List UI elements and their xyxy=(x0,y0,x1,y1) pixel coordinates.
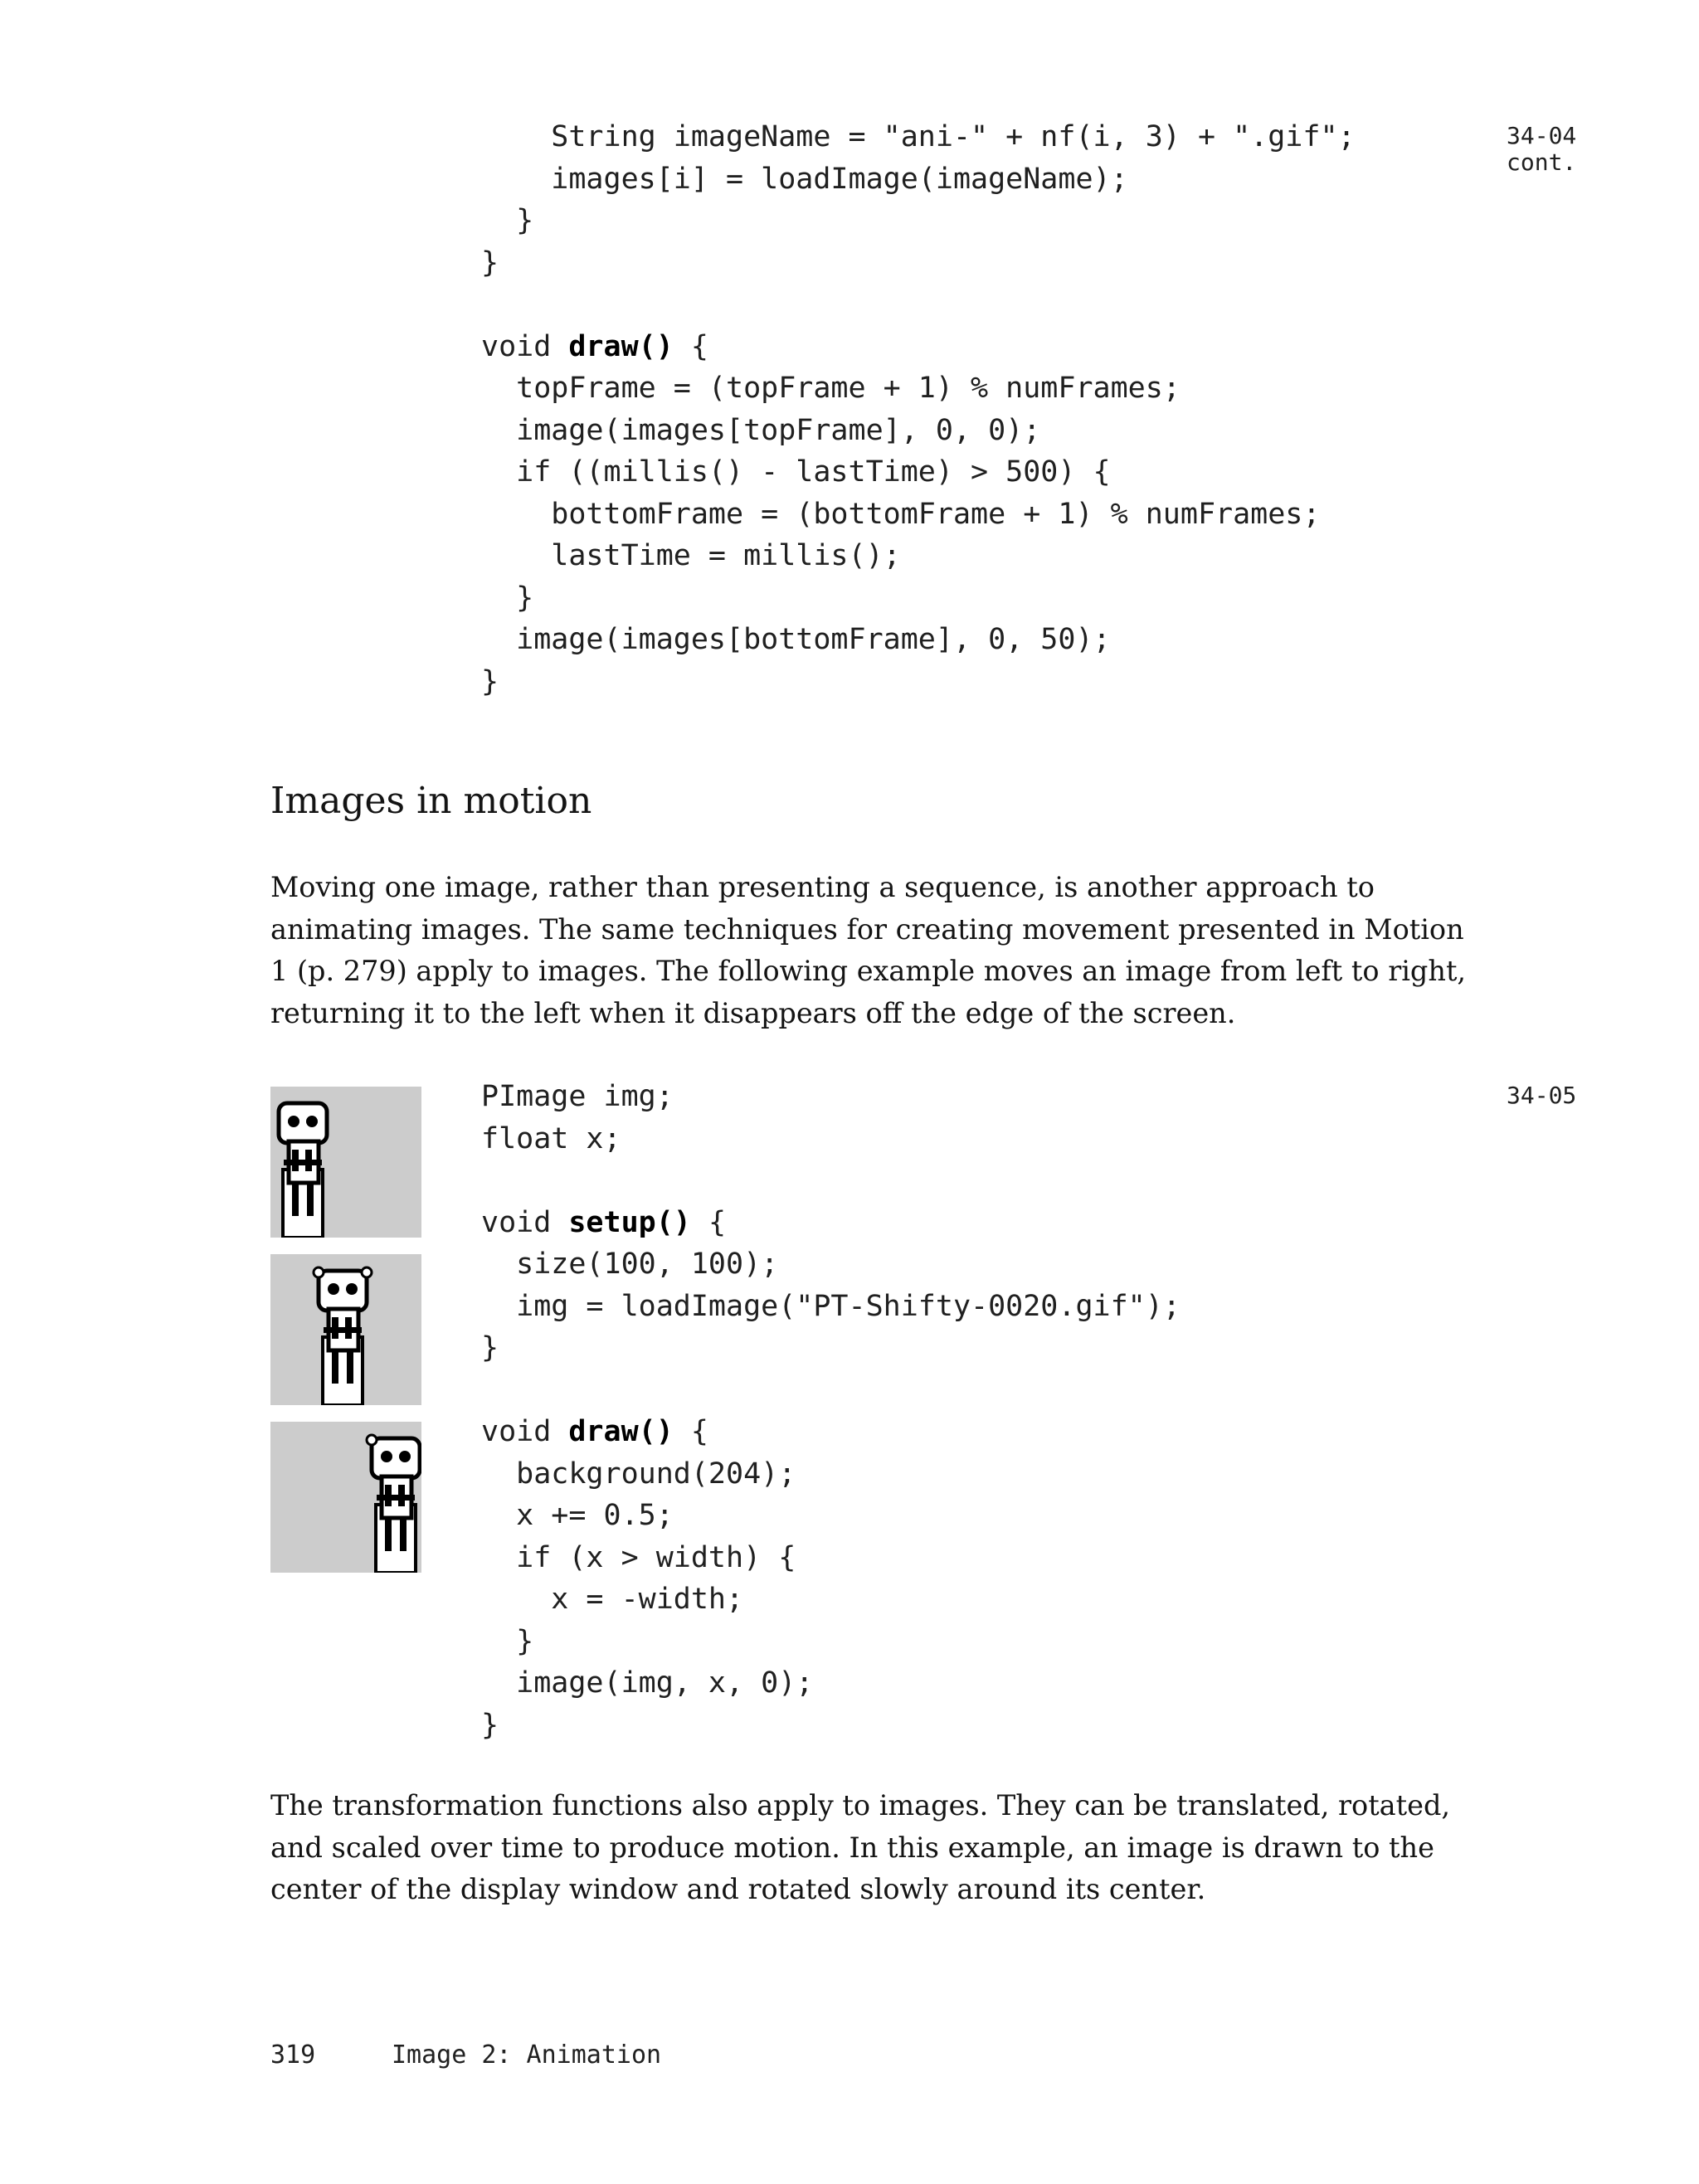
example-image-frame-2 xyxy=(270,1254,421,1405)
example-image-frame-3 xyxy=(270,1422,421,1573)
code-line: image(images[topFrame], 0, 0); xyxy=(481,413,1041,447)
code-line: x = -width; xyxy=(481,1583,744,1616)
code-line: image(img, x, 0); xyxy=(481,1666,814,1700)
code-listing-34-04 xyxy=(481,116,1356,703)
listing-number-34-04 xyxy=(1507,123,1576,176)
code-line: float x; xyxy=(481,1121,621,1155)
code-line: background(204); xyxy=(481,1457,796,1491)
example-image-frame-1 xyxy=(270,1087,421,1238)
code-line: images[i] = loadImage(imageName); xyxy=(481,162,1128,196)
closing-paragraph: The transformation functions also apply to images. They can be translated, rotated, and scaled over time to produce motion. In this example, an image is drawn to the center of the display window and rotated slowly around its center. xyxy=(270,1789,1451,1905)
code-line: x += 0.5; xyxy=(481,1499,674,1532)
listing-number: 34-04 xyxy=(1507,122,1577,149)
code-line: } xyxy=(481,1624,534,1658)
listing-number-34-05 xyxy=(1507,1082,1576,1109)
code-line: } xyxy=(481,581,534,615)
code-line: img = loadImage("PT-Shifty-0020.gif"); xyxy=(481,1289,1181,1323)
code-line: } xyxy=(481,246,499,280)
section-heading: Images in motion xyxy=(270,780,592,822)
code-line: void draw() { xyxy=(481,1415,708,1448)
code-line: size(100, 100); xyxy=(481,1248,779,1281)
code-line: bottomFrame = (bottomFrame + 1) % numFrames; xyxy=(481,497,1321,531)
page-number: 319 xyxy=(270,2041,316,2070)
code-line: } xyxy=(481,1708,499,1742)
code-line: if ((millis() - lastTime) > 500) { xyxy=(481,455,1111,489)
code-line: image(images[bottomFrame], 0, 50); xyxy=(481,623,1111,656)
code-line: String imageName = "ani-" + nf(i, 3) + ".gif"; xyxy=(481,120,1356,153)
code-line: PImage img; xyxy=(481,1080,674,1113)
intro-paragraph: Moving one image, rather than presenting a sequence, is another approach to animating images. The same techniques for creating movement presented in Motion 1 (p. 279) apply to images. The following example moves an image from left to right, returning it to the left when it disappears off the edge of the screen. xyxy=(270,871,1467,1029)
code-line xyxy=(481,284,1356,326)
code-line: void draw() { xyxy=(481,329,708,363)
code-listing-34-05 xyxy=(481,1076,1181,1746)
code-line: void setup() { xyxy=(481,1205,727,1239)
sprite-figure xyxy=(314,1267,372,1405)
code-line: if (x > width) { xyxy=(481,1540,796,1574)
code-line: } xyxy=(481,664,499,698)
code-line: } xyxy=(481,1331,499,1364)
code-line: topFrame = (topFrame + 1) % numFrames; xyxy=(481,372,1181,405)
code-line: lastTime = millis(); xyxy=(481,539,901,572)
sprite-figure xyxy=(367,1435,420,1573)
code-line: } xyxy=(481,204,534,237)
sprite-figure xyxy=(279,1103,327,1238)
code-line xyxy=(481,1160,1181,1202)
listing-cont-label: cont. xyxy=(1507,148,1577,176)
code-line xyxy=(481,1369,1181,1412)
chapter-title: Image 2: Animation xyxy=(392,2041,662,2070)
listing-number: 34-05 xyxy=(1507,1082,1577,1109)
